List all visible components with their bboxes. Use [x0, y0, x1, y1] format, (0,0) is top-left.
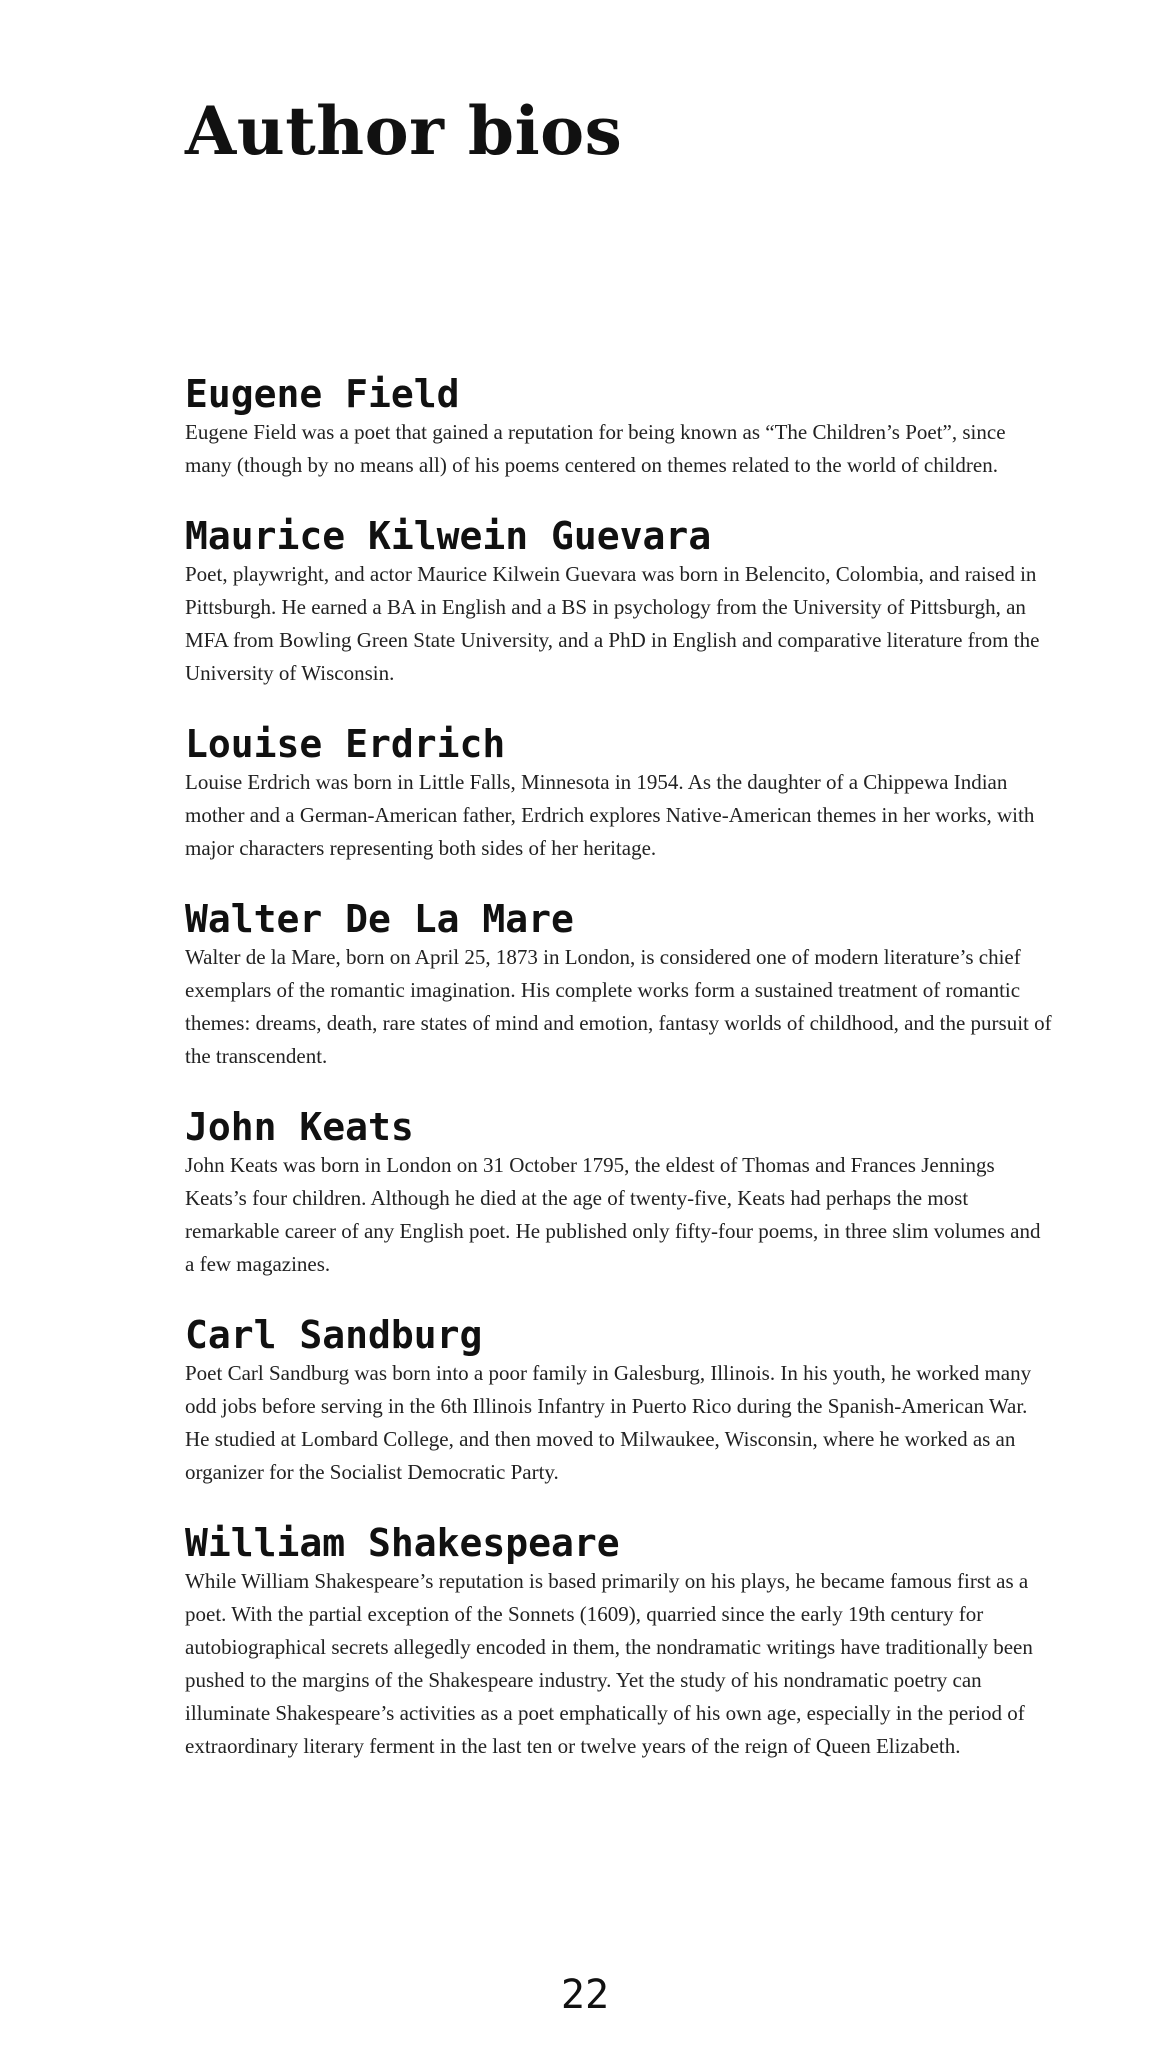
author-bio-text: Poet, playwright, and actor Maurice Kilwein Guevara was born in Belencito, Colombia, and raised in Pittsburgh. He earned a BA in English and a BS in psychology from the University of Pittsburgh, an MFA from Bowling Green State University, and a PhD in English and comparative literature from the University of Wisconsin.	[185, 562, 1040, 685]
author-name: Eugene Field	[185, 372, 460, 416]
author-bio-text: Eugene Field was a poet that gained a reputation for being known as “The Children’s Poet”, since many (though by no means all) of his poems centered on themes related to the world of children.	[185, 420, 1006, 477]
bio-walter-de-la-mare	[185, 897, 1055, 1073]
bio-eugene-field	[185, 372, 1055, 482]
author-bios-list	[185, 372, 1055, 1763]
bio-maurice-kilwein-guevara	[185, 514, 1055, 690]
author-name: Maurice Kilwein Guevara	[185, 514, 712, 558]
author-name: William Shakespeare	[185, 1521, 620, 1565]
bio-john-keats	[185, 1105, 1055, 1281]
author-name: Louise Erdrich	[185, 722, 506, 766]
author-bio-text: John Keats was born in London on 31 October 1795, the eldest of Thomas and Frances Jennings Keats’s four children. Although he died at the age of twenty-five, Keats had perhaps the most remarkable career of any English poet. He published only fifty-four poems, in three slim volumes and a few magazines.	[185, 1153, 1041, 1276]
page-number: 22	[560, 1972, 610, 2018]
author-name: Carl Sandburg	[185, 1313, 483, 1357]
author-name: Walter De La Mare	[185, 897, 574, 941]
author-bio-text: Walter de la Mare, born on April 25, 1873 in London, is considered one of modern literature’s chief exemplars of the romantic imagination. His complete works form a sustained treatment of romantic themes: dreams, death, rare states of mind and emotion, fantasy worlds of childhood, and the pursuit of the transcendent.	[185, 945, 1052, 1068]
bio-carl-sandburg	[185, 1313, 1055, 1489]
author-bio-text: While William Shakespeare’s reputation is based primarily on his plays, he became famous first as a poet. With the partial exception of the Sonnets (1609), quarried since the early 19th century for autobiographical secrets allegedly encoded in them, the nondramatic writings have traditionally been pushed to the margins of the Shakespeare industry. Yet the study of his nondramatic poetry can illuminate Shakespeare’s activities as a poet emphatically of his own age, especially in the period of extraordinary literary ferment in the last ten or twelve years of the reign of Queen Elizabeth.	[185, 1569, 1033, 1758]
author-name: John Keats	[185, 1105, 414, 1149]
bio-louise-erdrich	[185, 722, 1055, 865]
bio-william-shakespeare	[185, 1521, 1055, 1763]
author-bio-text: Louise Erdrich was born in Little Falls, Minnesota in 1954. As the daughter of a Chippewa Indian mother and a German-American father, Erdrich explores Native-American themes in her works, with major characters representing both sides of her heritage.	[185, 770, 1035, 860]
page-title: Author bios	[185, 92, 623, 170]
author-bio-text: Poet Carl Sandburg was born into a poor family in Galesburg, Illinois. In his youth, he worked many odd jobs before serving in the 6th Illinois Infantry in Puerto Rico during the Spanish-American War. He studied at Lombard College, and then moved to Milwaukee, Wisconsin, where he worked as an organizer for the Socialist Democratic Party.	[185, 1361, 1032, 1484]
